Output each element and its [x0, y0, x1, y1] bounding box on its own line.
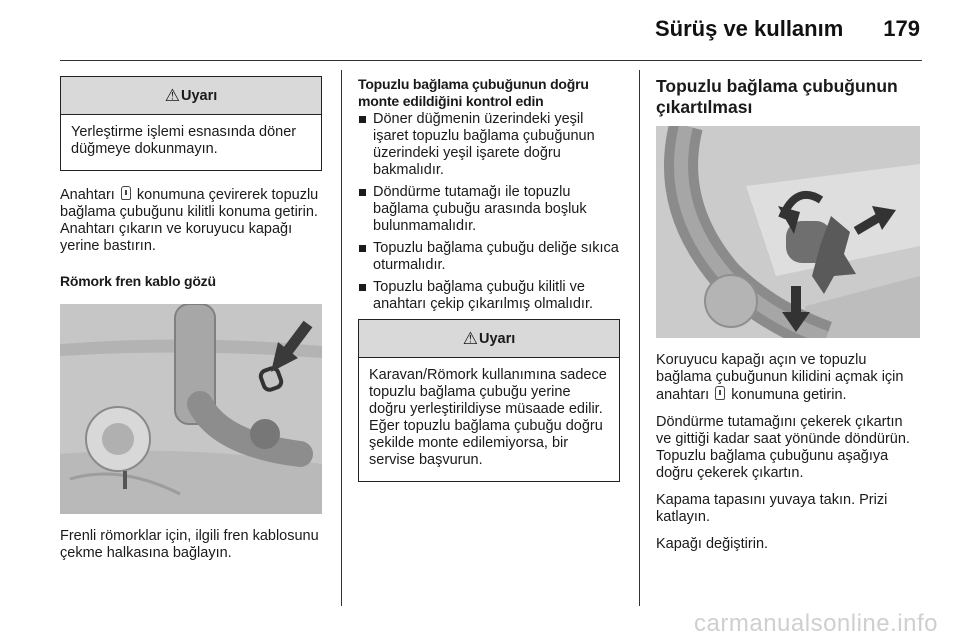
column-divider-2: [639, 70, 640, 606]
page-number: 179: [883, 16, 920, 41]
list-item: Döner düğmenin üzerindeki yeşil işaret topuzlu bağlama çubuğunun üzerindeki yeşil işarete doğru bakmalıdır.: [358, 111, 620, 179]
checklist: [358, 111, 620, 313]
warning-box: [60, 76, 322, 171]
warning-text: Karavan/Römork kullanımına sadece topuzlu bağlama çubuğu yerine doğru yerleştirildiyse müsaade edilir. Eğer topuzlu bağlama çubuğu doğru şekilde monte edilemiyorsa, bir servise başvurun.: [369, 367, 607, 468]
warning-header: [61, 77, 321, 115]
warning-header: [359, 320, 619, 358]
watermark: carmanualsonline.info: [694, 610, 938, 637]
key-unlock-icon: [715, 386, 725, 400]
section-heading: Topuzlu bağlama çubuğunun çıkartılması: [656, 76, 898, 117]
paragraph: Döndürme tutamağını çekerek çıkartın ve gittiği kadar saat yönünde döndürün. Topuzlu bağlama çubuğunu aşağıya doğru çekerek çıkartın.: [656, 414, 910, 481]
column-2: [358, 76, 620, 482]
removal-photo: [656, 126, 920, 338]
section-heading: Topuzlu bağlama çubuğunun doğru monte edildiğini kontrol edin: [358, 76, 589, 109]
paragraph: Kapama tapasını yuvaya takın. Prizi katlayın.: [656, 492, 888, 525]
list-item: Döndürme tutamağı ile topuzlu bağlama çubuğu arasında boşluk bulunmamalıdır.: [358, 184, 620, 235]
list-item: Topuzlu bağlama çubuğu kilitli ve anahtarı çekip çıkarılmış olmalıdır.: [358, 279, 620, 313]
paragraph: Koruyucu kapağı açın ve topuzlu bağlama çubuğunun kilidini açmak için anahtarı konumuna getirin.: [656, 352, 904, 403]
warning-text: Yerleştirme işlemi esnasında döner düğmeye dokunmayın.: [71, 124, 297, 157]
page-header: [655, 16, 920, 42]
section-title: Sürüş ve kullanım: [654, 16, 844, 41]
column-divider-1: [341, 70, 342, 606]
key-lock-icon: [121, 186, 131, 200]
paragraph: Kapağı değiştirin.: [656, 536, 769, 552]
column-1: [60, 76, 322, 562]
section-heading: Römork fren kablo gözü: [60, 273, 216, 289]
header-divider: [60, 60, 922, 61]
warning-triangle-icon: ⚠: [164, 85, 180, 105]
cable-eye-photo: [60, 304, 322, 514]
paragraph: Anahtarı konumuna çevirerek topuzlu bağlama çubuğunu kilitli konuma getirin. Anahtarı çıkarın ve koruyucu kapağı yerine bastırın.: [60, 187, 319, 254]
warning-box: [358, 319, 620, 482]
column-3: [656, 76, 920, 553]
paragraph: Frenli römorklar için, ilgili fren kablosunu çekme halkasına bağlayın.: [60, 528, 319, 561]
warning-title: Uyarı: [478, 330, 516, 347]
list-item: Topuzlu bağlama çubuğu deliğe sıkıca oturmalıdır.: [358, 240, 620, 274]
warning-triangle-icon: ⚠: [462, 328, 478, 348]
warning-title: Uyarı: [180, 87, 218, 104]
